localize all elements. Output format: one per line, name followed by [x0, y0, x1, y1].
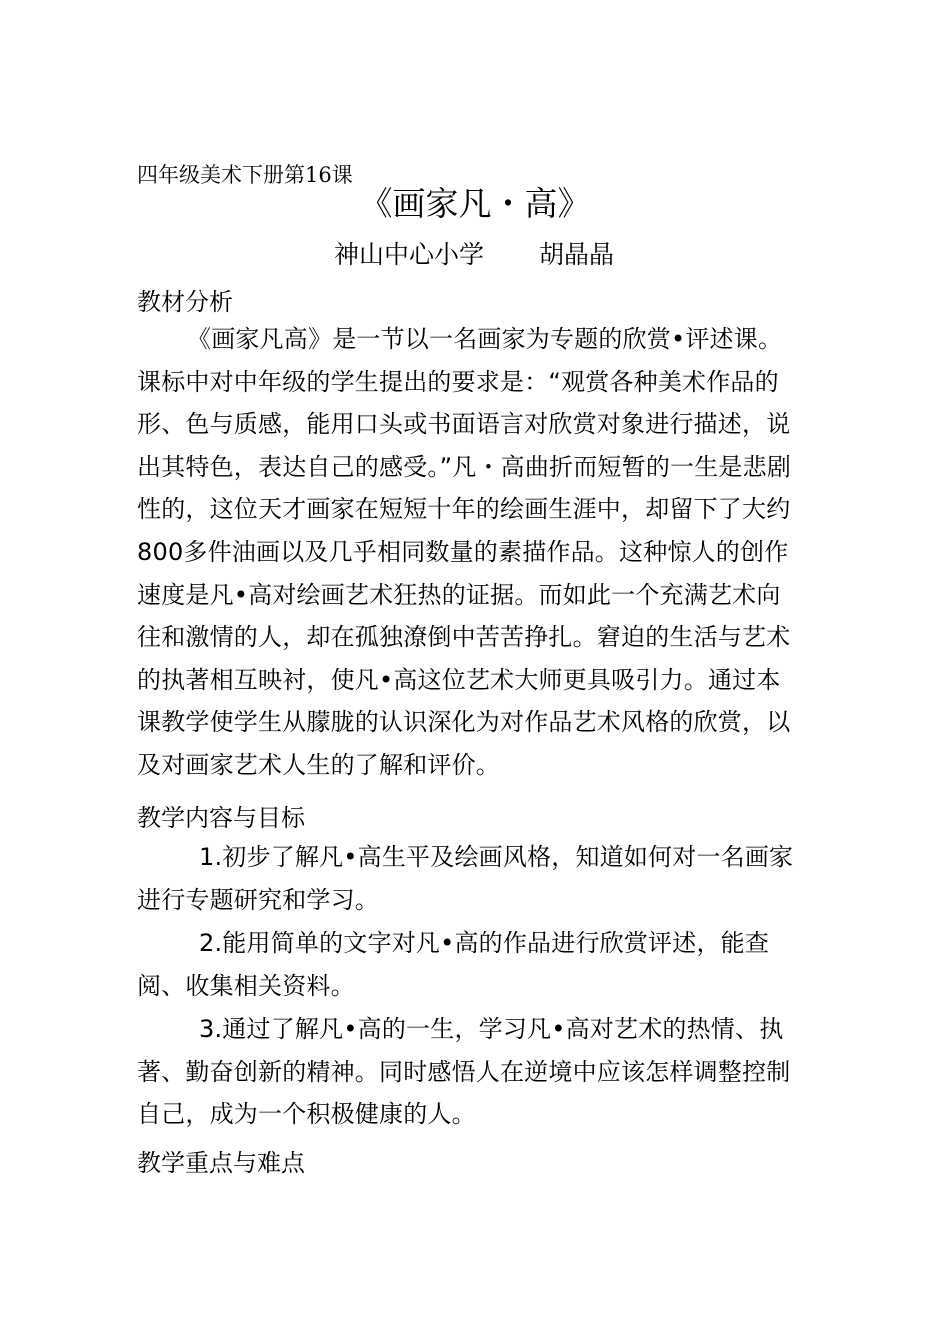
- goal-item-1: [137, 836, 817, 921]
- section-heading-key-points: 教学重点与难点: [137, 1149, 305, 1177]
- goal-line: 阅、收集相关资料。: [137, 971, 355, 1000]
- paragraph-line: 及对画家艺术人生的了解和评价。: [137, 750, 500, 779]
- author-school: 神山中心小学: [334, 240, 485, 269]
- author-name: 胡晶晶: [539, 240, 615, 269]
- goal-line: 2.能用简单的文字对凡•高的作品进行欣赏评述，能查: [199, 929, 770, 957]
- section-heading-content-goals: 教学内容与目标: [137, 804, 305, 832]
- section-heading-material-analysis: 教材分析: [137, 288, 233, 316]
- goal-line: 1.初步了解凡•高生平及绘画风格，知道如何对一名画家: [199, 843, 794, 871]
- paragraph-line: 出其特色，表达自己的感受。”凡・高曲折而短暂的一生是悲剧: [137, 452, 792, 481]
- paragraph-line: 《画家凡高》是一节以一名画家为专题的欣赏•评述课。: [187, 325, 783, 353]
- paragraph-line: 800多件油画以及几乎相同数量的素描作品。这种惊人的创作: [137, 537, 789, 566]
- goal-line: 进行专题研究和学习。: [137, 885, 379, 914]
- paragraph-line: 性的，这位天才画家在短短十年的绘画生涯中，却留下了大约: [137, 495, 791, 524]
- paragraph-line: 的执著相互映衬，使凡•高这位艺术大师更具吸引力。通过本: [137, 665, 781, 694]
- goal-item-2: [137, 922, 817, 1007]
- paragraph-line: 速度是凡•高对绘画艺术狂热的证据。而如此一个充满艺术向: [137, 580, 781, 609]
- goal-line: 著、勤奋创新的精神。同时感悟人在逆境中应该怎样调整控制: [137, 1057, 791, 1086]
- paragraph-line: 形、色与质感，能用口头或书面语言对欣赏对象进行描述，说: [137, 410, 791, 439]
- page-title: 《画家凡・高》: [359, 184, 591, 223]
- material-analysis-paragraph: [137, 318, 817, 787]
- author-line: [334, 236, 614, 274]
- lesson-header: 四年级美术下册第16课: [137, 163, 353, 187]
- paragraph-line: 课标中对中年级的学生提出的要求是：“观赏各种美术作品的: [137, 367, 779, 396]
- paragraph-line: 往和激情的人，却在孤独潦倒中苦苦挣扎。窘迫的生活与艺术: [137, 623, 791, 652]
- goal-line: 自己，成为一个积极健康的人。: [137, 1100, 476, 1129]
- goal-line: 3.通过了解凡•高的一生，学习凡•高对艺术的热情、执: [199, 1015, 784, 1043]
- goal-item-3: [137, 1008, 817, 1136]
- paragraph-line: 课教学使学生从朦胧的认识深化为对作品艺术风格的欣赏，以: [137, 708, 791, 737]
